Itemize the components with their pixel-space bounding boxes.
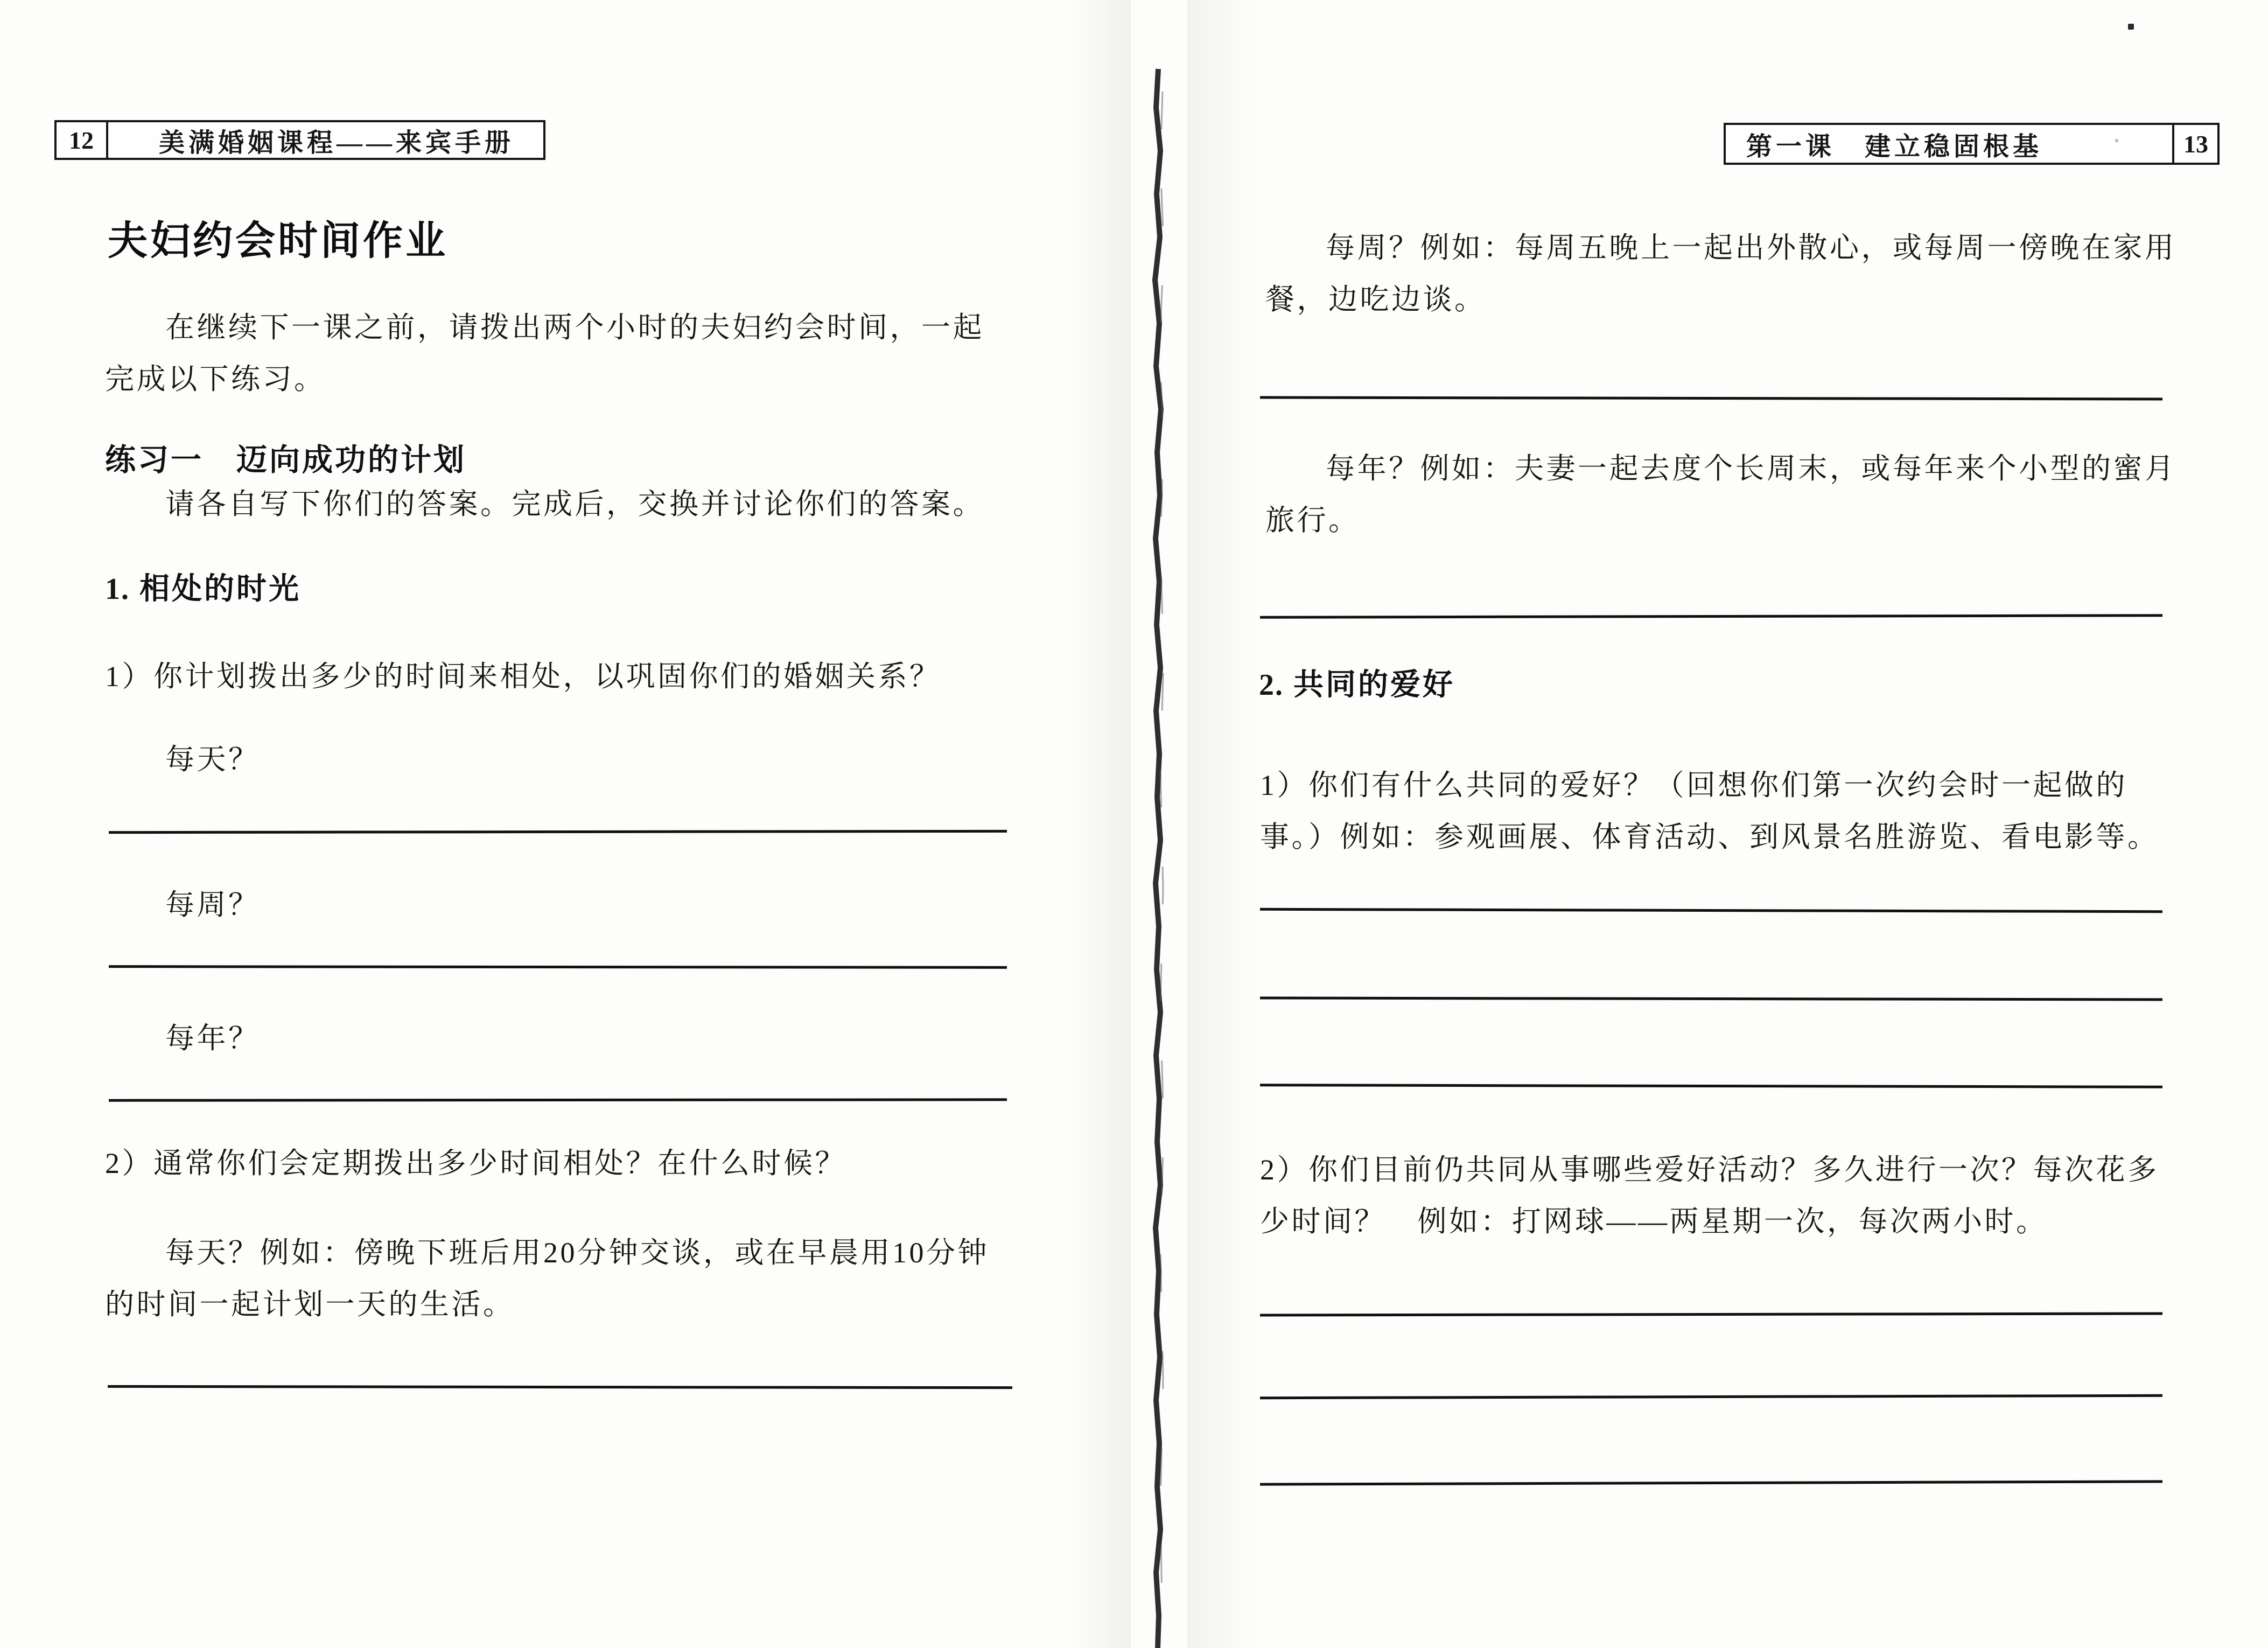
answer-line (1260, 614, 2162, 619)
left-running-head: 美满婚姻课程——来宾手册 (158, 128, 514, 157)
answer-line (109, 830, 1007, 834)
exercise-heading: 练习一 迈向成功的计划 (105, 442, 466, 478)
question-2: 2）你们目前仍共同从事哪些爱好活动？多久进行一次？每次花多少时间？ 例如：打网球——两星期一次，每次两小时。 (1260, 1154, 2159, 1238)
section-1-heading (105, 572, 301, 606)
answer-line (109, 965, 1007, 969)
right-page-header (1724, 123, 2220, 165)
answer-line (1260, 908, 2162, 913)
question-2: 2）通常你们会定期拨出多少时间相处？在什么时候？ (105, 1147, 846, 1179)
question-1: 1）你们有什么共同的爱好？（回想你们第一次约会时一起做的事。）例如：参观画展、体育活动、到风景名胜游览、看电影等。 (1260, 769, 2159, 853)
section-2-number: 2. (1259, 668, 1284, 702)
scan-speck (2128, 24, 2134, 30)
label-weekly: 每周？ (165, 889, 260, 921)
intro-paragraph: 在继续下一课之前，请拨出两个小时的夫妇约会时间，一起完成以下练习。 (105, 311, 984, 395)
section-1-number: 1. (105, 572, 130, 606)
answer-line (1260, 1394, 2162, 1399)
yearly-example-paragraph: 每年？例如：夫妻一起去度个长周末，或每年来个小型的蜜月旅行。 (1265, 452, 2176, 536)
answer-line (1260, 997, 2162, 1001)
scan-speck (2115, 139, 2118, 142)
section-2-title: 共同的爱好 (1293, 667, 1455, 702)
section-1-title: 相处的时光 (139, 571, 301, 606)
label-yearly: 每年？ (165, 1022, 260, 1055)
answer-line (109, 1098, 1007, 1101)
answer-line (1260, 396, 2162, 401)
page-title: 夫妇约会时间作业 (108, 218, 448, 264)
answer-line (1260, 1312, 2162, 1317)
gutter-shadow-left (1072, 0, 1131, 1648)
page-gutter-tear (1128, 0, 1187, 1648)
question-2-example: 每天？例如：傍晚下班后用20分钟交谈，或在早晨用10分钟的时间一起计划一天的生活。 (105, 1237, 989, 1321)
gutter-shadow-right (1187, 0, 1257, 1648)
section-2-heading (1259, 668, 1455, 702)
left-page-number: 12 (57, 122, 108, 158)
label-daily: 每天？ (165, 743, 260, 776)
answer-line (1260, 1480, 2162, 1485)
exercise-instruction: 请各自写下你们的答案。完成后，交换并讨论你们的答案。 (165, 488, 984, 520)
answer-line (108, 1385, 1012, 1389)
right-page-number: 13 (2172, 125, 2217, 163)
question-1: 1）你计划拨出多少的时间来相处，以巩固你们的婚姻关系？ (105, 660, 941, 693)
weekly-example-paragraph: 每周？例如：每周五晚上一起出外散心，或每周一傍晚在家用餐，边吃边谈。 (1265, 232, 2176, 316)
left-page-header (54, 120, 545, 160)
answer-line (1260, 1084, 2162, 1088)
right-running-head: 第一课 建立稳固根基 (1746, 132, 2043, 161)
